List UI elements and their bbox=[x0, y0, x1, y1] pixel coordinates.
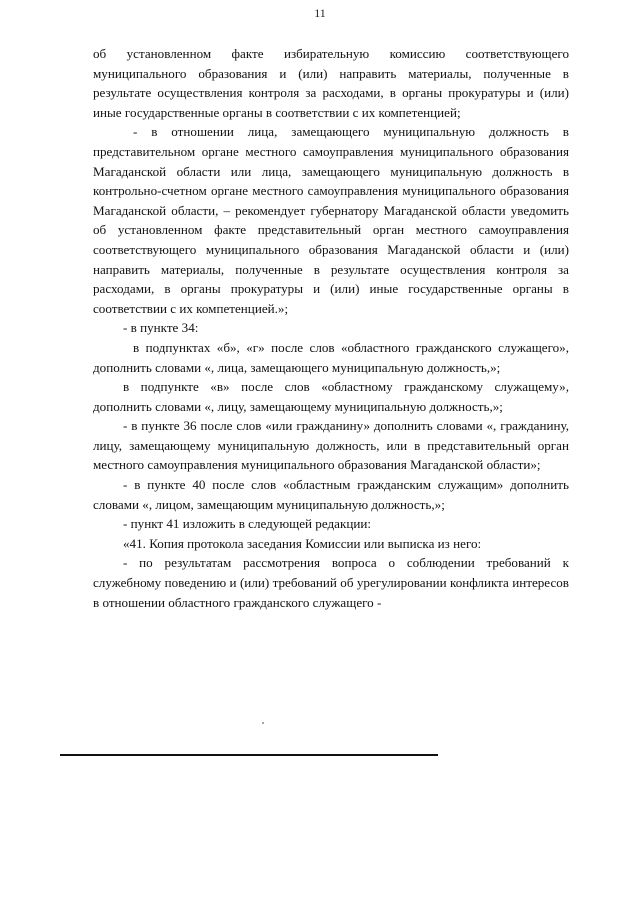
paragraph-1: об установленном факте избирательную комиссию соответствующего муниципального образования и (или) направить материалы, полученные в результате осуществления контроля за расходами, в органы прокуратуры и (или) иные государственные органы в соответствии с их компетенцией; bbox=[93, 46, 569, 120]
paragraph-2: - в отношении лица, замещающего муниципальную должность в представительном органе местного самоуправления муниципального образования Магаданской области или лица, замещающего муниципальную должность в контрольно-счетном органе местного самоуправления муниципального образования Магаданской области, – рекомендует губернатору Магаданской области уведомить об установленном факте представительный орган местного самоуправления соответствующего муниципального образования Магаданской области и (или) направить материалы, полученные в результате осуществления контроля за расходами, в органы прокуратуры и (или) иные государственные органы в соответствии с их компетенцией.»; bbox=[93, 124, 569, 316]
paragraph-9: «41. Копия протокола заседания Комиссии или выписка из него: bbox=[123, 535, 482, 551]
scan-speck bbox=[262, 722, 264, 724]
paragraph-4: в подпунктах «б», «г» после слов «областного гражданского служащего», дополнить словами «, лица, замещающего муниципальную должность,»; bbox=[93, 339, 569, 375]
paragraph-6: - в пункте 36 после слов «или гражданину» дополнить словами «, гражданину, лицу, замещающему муниципальную должность, или в представительный орган местного самоуправления муниципального образования Магаданской области»; bbox=[93, 418, 569, 473]
paragraph-5: в подпункте «в» после слов «областному гражданскому служащему», дополнить словами «, лицу, замещающему муниципальную должность,»; bbox=[93, 379, 569, 414]
footer-rule bbox=[60, 754, 438, 756]
page-number: 11 bbox=[314, 6, 326, 20]
paragraph-8: - пункт 41 изложить в следующей редакции: bbox=[123, 516, 371, 532]
paragraph-7: - в пункте 40 после слов «областным гражданским служащим» дополнить словами «, лицом, замещающим муниципальную должность,»; bbox=[93, 477, 569, 512]
paragraph-3: - в пункте 34: bbox=[123, 320, 199, 336]
document-body bbox=[93, 44, 569, 612]
paragraph-10: - по результатам рассмотрения вопроса о соблюдении требований к служебному поведению и (или) требований об урегулировании конфликта интересов в отношении областного гражданского служащего - bbox=[93, 555, 569, 610]
